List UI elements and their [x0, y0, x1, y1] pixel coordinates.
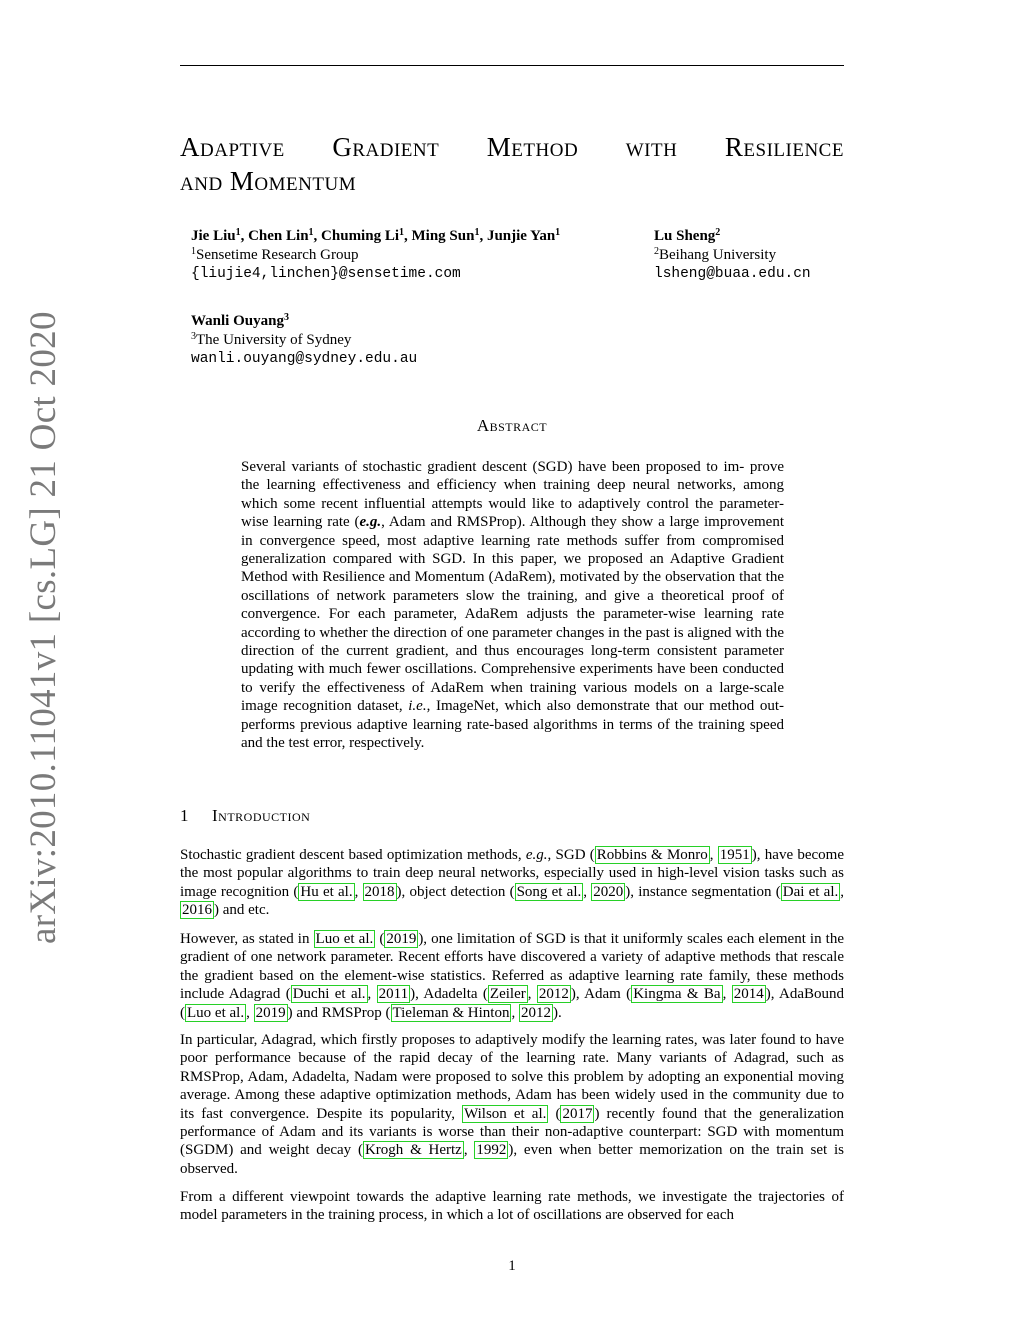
abstract-heading: Abstract — [476, 416, 548, 435]
author-sup: 1 — [235, 227, 241, 238]
author-email: {liujie4,linchen}@sensetime.com — [191, 266, 461, 282]
citation-link[interactable]: Krogh & Hertz — [364, 1142, 462, 1159]
abstract-text: motivated by the observation that the oscillations of network parameters slow the — [241, 569, 784, 604]
title-word: Resilience — [724, 132, 844, 162]
citation-year-link[interactable]: 2016 — [182, 902, 212, 919]
author-group-3 — [191, 312, 417, 369]
paragraph-1: Stochastic gradient descent based optimization methods, e.g., SGD ( Robbins & Monro , 1951 ), have become the most popular algorithms to train deep neural networks, especially used in high-level vision tasks such as image recognition ( Hu et al. , 2018 ), object detection ( Song et al. , 2020 ), instance segmentation ( Dai et al. , 2016 ) and etc. — [180, 847, 845, 919]
para-text: ), Adam ( — [570, 986, 632, 1003]
author-sup: 2 — [715, 227, 721, 238]
citation-year-link[interactable]: 2014 — [733, 986, 764, 1003]
citation-year-link[interactable]: 1951 — [719, 847, 750, 863]
author-group-1 — [191, 227, 560, 284]
citation-year-link[interactable]: 2017 — [562, 1105, 593, 1122]
abstract-text: , Adam and RMSProp). Although they show — [381, 514, 654, 531]
title-word: with — [625, 132, 678, 162]
author-names — [654, 227, 811, 246]
author-name: Ming Sun — [411, 228, 475, 244]
affiliation-name: The University of Sydney — [196, 332, 352, 348]
affiliation-sup: 2 — [654, 246, 659, 257]
para-emph: e.g. — [525, 847, 548, 863]
citation-link[interactable]: Luo et al. — [315, 931, 374, 947]
author-name: Junjie Yan — [486, 228, 556, 244]
author-group-2 — [654, 227, 811, 284]
affiliation-name: Beihang University — [659, 247, 777, 263]
citation-link[interactable]: Robbins & Monro — [596, 847, 708, 863]
para-text: , SGD ( — [547, 847, 595, 863]
para-text: ) and etc. — [214, 902, 270, 919]
citation-year-link[interactable]: 2019 — [386, 931, 417, 947]
citation-link[interactable]: Duchi et al. — [292, 986, 366, 1003]
abstract-text: adjusts the parameter-wise learning rate according to whether the direction of — [241, 606, 785, 641]
citation-link[interactable]: Luo et al. — [187, 1004, 245, 1021]
affiliation — [654, 246, 811, 265]
para-text: ), Adadelta ( — [410, 986, 488, 1003]
para-text: ), have become the most popular algorithms to train deep neural networks, especially used in high-level vision tasks such as image recognition ( — [180, 847, 844, 900]
abstract-text: among which some recent influential attempts would like to adaptively control — [241, 477, 785, 512]
para-text: ), even when better memorization on the train set is observed. — [180, 1142, 844, 1177]
author-name: Chen Lin — [248, 228, 309, 244]
para-text: ), object detection ( — [396, 883, 515, 900]
abstract-text: fewer oscillations. Comprehensive experiments have been conducted to verify the — [241, 661, 784, 696]
para-text: Stochastic gradient descent based optimization methods, — [180, 847, 526, 863]
citation-link[interactable]: Song et al. — [516, 883, 582, 900]
citation-link[interactable]: Hu et al. — [300, 883, 353, 900]
title-word: Adaptive — [180, 132, 285, 162]
arxiv-sidebar-stamp: arXiv:2010.11041v1 [cs.LG] 21 Oct 2020 — [23, 311, 64, 944]
abstract-text: speed and the test error, respectively. — [241, 716, 784, 752]
abstract-body — [241, 458, 784, 753]
abstract-text: suffer from compromised generalization compared with SGD. In this paper, we — [241, 532, 784, 568]
author-name: Lu Sheng — [654, 228, 716, 244]
author-sup: 3 — [283, 312, 289, 323]
affiliation — [191, 246, 560, 265]
affiliation-name: Sensetime Research Group — [196, 247, 359, 263]
abstract-text: recognition dataset, — [283, 698, 409, 715]
page-number: 1 — [508, 1258, 516, 1274]
author-sup: 1 — [474, 227, 480, 238]
para-text: ) recently found that the generalization performance of Adam and its variants is worse than their non-adaptive counterpart: SGD with momentum (SGDM) and weight decay ( — [180, 1105, 844, 1159]
citation-link[interactable]: Kingma & Ba — [633, 986, 721, 1003]
title-word: Gradient — [332, 132, 440, 162]
abstract-text: the parameter-wise learning rate ( — [241, 495, 784, 531]
affiliation-sup: 3 — [191, 331, 196, 342]
section-title: Introduction — [212, 806, 311, 825]
para-text: From a different viewpoint towards the adaptive learning rate methods, we investigate the trajectories of model parameters in the training process, in which a lot of oscillations are observed for each — [180, 1189, 844, 1224]
author-name: Jie Liu — [191, 228, 236, 244]
paragraph-3: In particular, Adagrad, which firstly proposes to adaptively modify the learning rates, was later found to have poor performance because of the rapid decay of the learning rate. Many variants of Adagrad, such as RMSProp, Adam, Adadelta, Nadam were proposed to solve this problem by adopting an exponential moving average. Among these adaptive optimization methods, Adam has been widely used in the community due to its fast convergence. Despite its popularity, Wilson et al. ( 2017 ) recently found that the generalization performance of Adam and its variants is worse than their non-adaptive counterpart: SGD with momentum (SGDM) and weight decay ( Krogh & Hertz , 1992 ), even when better memorization on the train set is observed. — [180, 1032, 844, 1177]
paragraph-4 — [180, 1188, 844, 1225]
citation-link[interactable]: Zeiler — [489, 986, 526, 1003]
citation-year-link[interactable]: 2019 — [255, 1004, 286, 1021]
author-email: wanli.ouyang@sydney.edu.au — [191, 351, 418, 367]
para-text: However, as stated in — [180, 931, 314, 947]
author-sup: 1 — [308, 227, 314, 238]
author-names: Jie Liu$^1$, Chen Lin$^1$, Chuming Li$^1$, Ming Sun$^1$, Junjie Yan$^1$ — [191, 227, 561, 244]
citation-link[interactable]: Tieleman & Hinton — [392, 1004, 510, 1021]
abstract-text: effectiveness of AdaRem when training various models on a large-scale image — [241, 679, 785, 715]
abstract-text: prove the learning effectiveness and efficiency when training deep neural networks, — [241, 459, 784, 494]
para-text: ). — [552, 1004, 562, 1021]
paper-title — [180, 130, 844, 198]
affiliation-sup: 1 — [191, 246, 196, 257]
citation-year-link[interactable]: 2020 — [593, 883, 624, 900]
author-names — [191, 312, 417, 331]
abstract-text: one parameter changes in the past is aligned with the direction of the current — [241, 624, 785, 660]
citation-link[interactable]: Wilson et al. — [464, 1105, 547, 1122]
para-text: ) and RMSProp ( — [287, 1004, 391, 1021]
citation-year-link[interactable]: 2011 — [378, 986, 409, 1003]
affiliation — [191, 331, 417, 350]
abstract-text: a large improvement in convergence speed, most adaptive learning rate methods — [241, 514, 784, 549]
citation-year-link[interactable]: 2012 — [520, 1004, 551, 1021]
author-sup: 1 — [555, 227, 561, 238]
title-word: Method — [486, 132, 579, 162]
top-rule — [180, 65, 844, 66]
para-text: ), one limitation of SGD is that it uniformly scales each element in the gradient of one network parameter. Recent efforts have discovered a variety of adaptive methods that rescale the gradient based on the element-wise statistics. Referred as adaptive learning rate family, these methods include Adagrad ( — [180, 931, 844, 1003]
section-heading — [180, 806, 310, 826]
section-number: 1 — [180, 806, 189, 825]
abstract-text: training, and give a theoretical proof of convergence. For each parameter, AdaRem — [241, 587, 785, 623]
para-text: In particular, Adagrad, which firstly proposes to adaptively modify the learning rates, was later found to have poor performance because of the rapid decay of the learning rate. Many variants of Adagrad, such as RMSProp, Adam, Adadelta, Nadam were proposed to solve this problem by adopting an exponential moving average. Among these adaptive optimization methods, Adam has been widely used in the community due to its fast convergence. Despite its popularity, — [180, 1032, 844, 1122]
citation-year-link[interactable]: 2012 — [538, 986, 569, 1003]
author-name: Chuming Li — [321, 228, 399, 244]
author-name: Wanli Ouyang — [191, 313, 284, 329]
abstract-emph: e.g. — [359, 514, 382, 531]
para-text: ), instance segmentation ( — [625, 883, 781, 900]
abstract-emph: i.e. — [408, 698, 427, 715]
author-sup: 1 — [399, 227, 404, 238]
abstract-text: performs previous adaptive learning rate-based algorithms in terms of the training — [241, 716, 745, 733]
author-email: lsheng@buaa.edu.cn — [654, 266, 811, 282]
title-line-2: and Momentum — [180, 166, 357, 196]
paragraph-2: However, as stated in Luo et al. ( 2019 ), one limitation of SGD is that it uniformly scales each element in the gradient of one network parameter. Recent efforts have discovered a variety of adaptive methods that rescale the gradient based on the element-wise statistics. Referred as adaptive learning rate family, these methods include Adagrad ( Duchi et al. , 2011 ), Adadelta ( Zeiler , 2012 ), Adam ( Kingma & Ba , 2014 ), AdaBound ( Luo et al. , 2019 ) and RMSProp ( Tieleman & Hinton , 2012 ). — [180, 931, 845, 1021]
abstract-text: , ImageNet, which also demonstrate that our method out- — [426, 698, 784, 715]
citation-link[interactable]: Dai et al. — [782, 883, 839, 900]
citation-year-link[interactable]: 2018 — [364, 883, 395, 900]
abstract-text: proposed an Adaptive Gradient Method with Resilience and Momentum (AdaRem), — [241, 551, 784, 586]
citation-year-link[interactable]: 1992 — [476, 1142, 507, 1159]
abstract-text: gradient, and thus encourages long-term consistent parameter updating with much — [241, 643, 784, 678]
abstract-text: Several variants of stochastic gradient descent (SGD) have been proposed to im- — [241, 459, 745, 475]
para-text: ), AdaBound ( — [180, 986, 845, 1021]
